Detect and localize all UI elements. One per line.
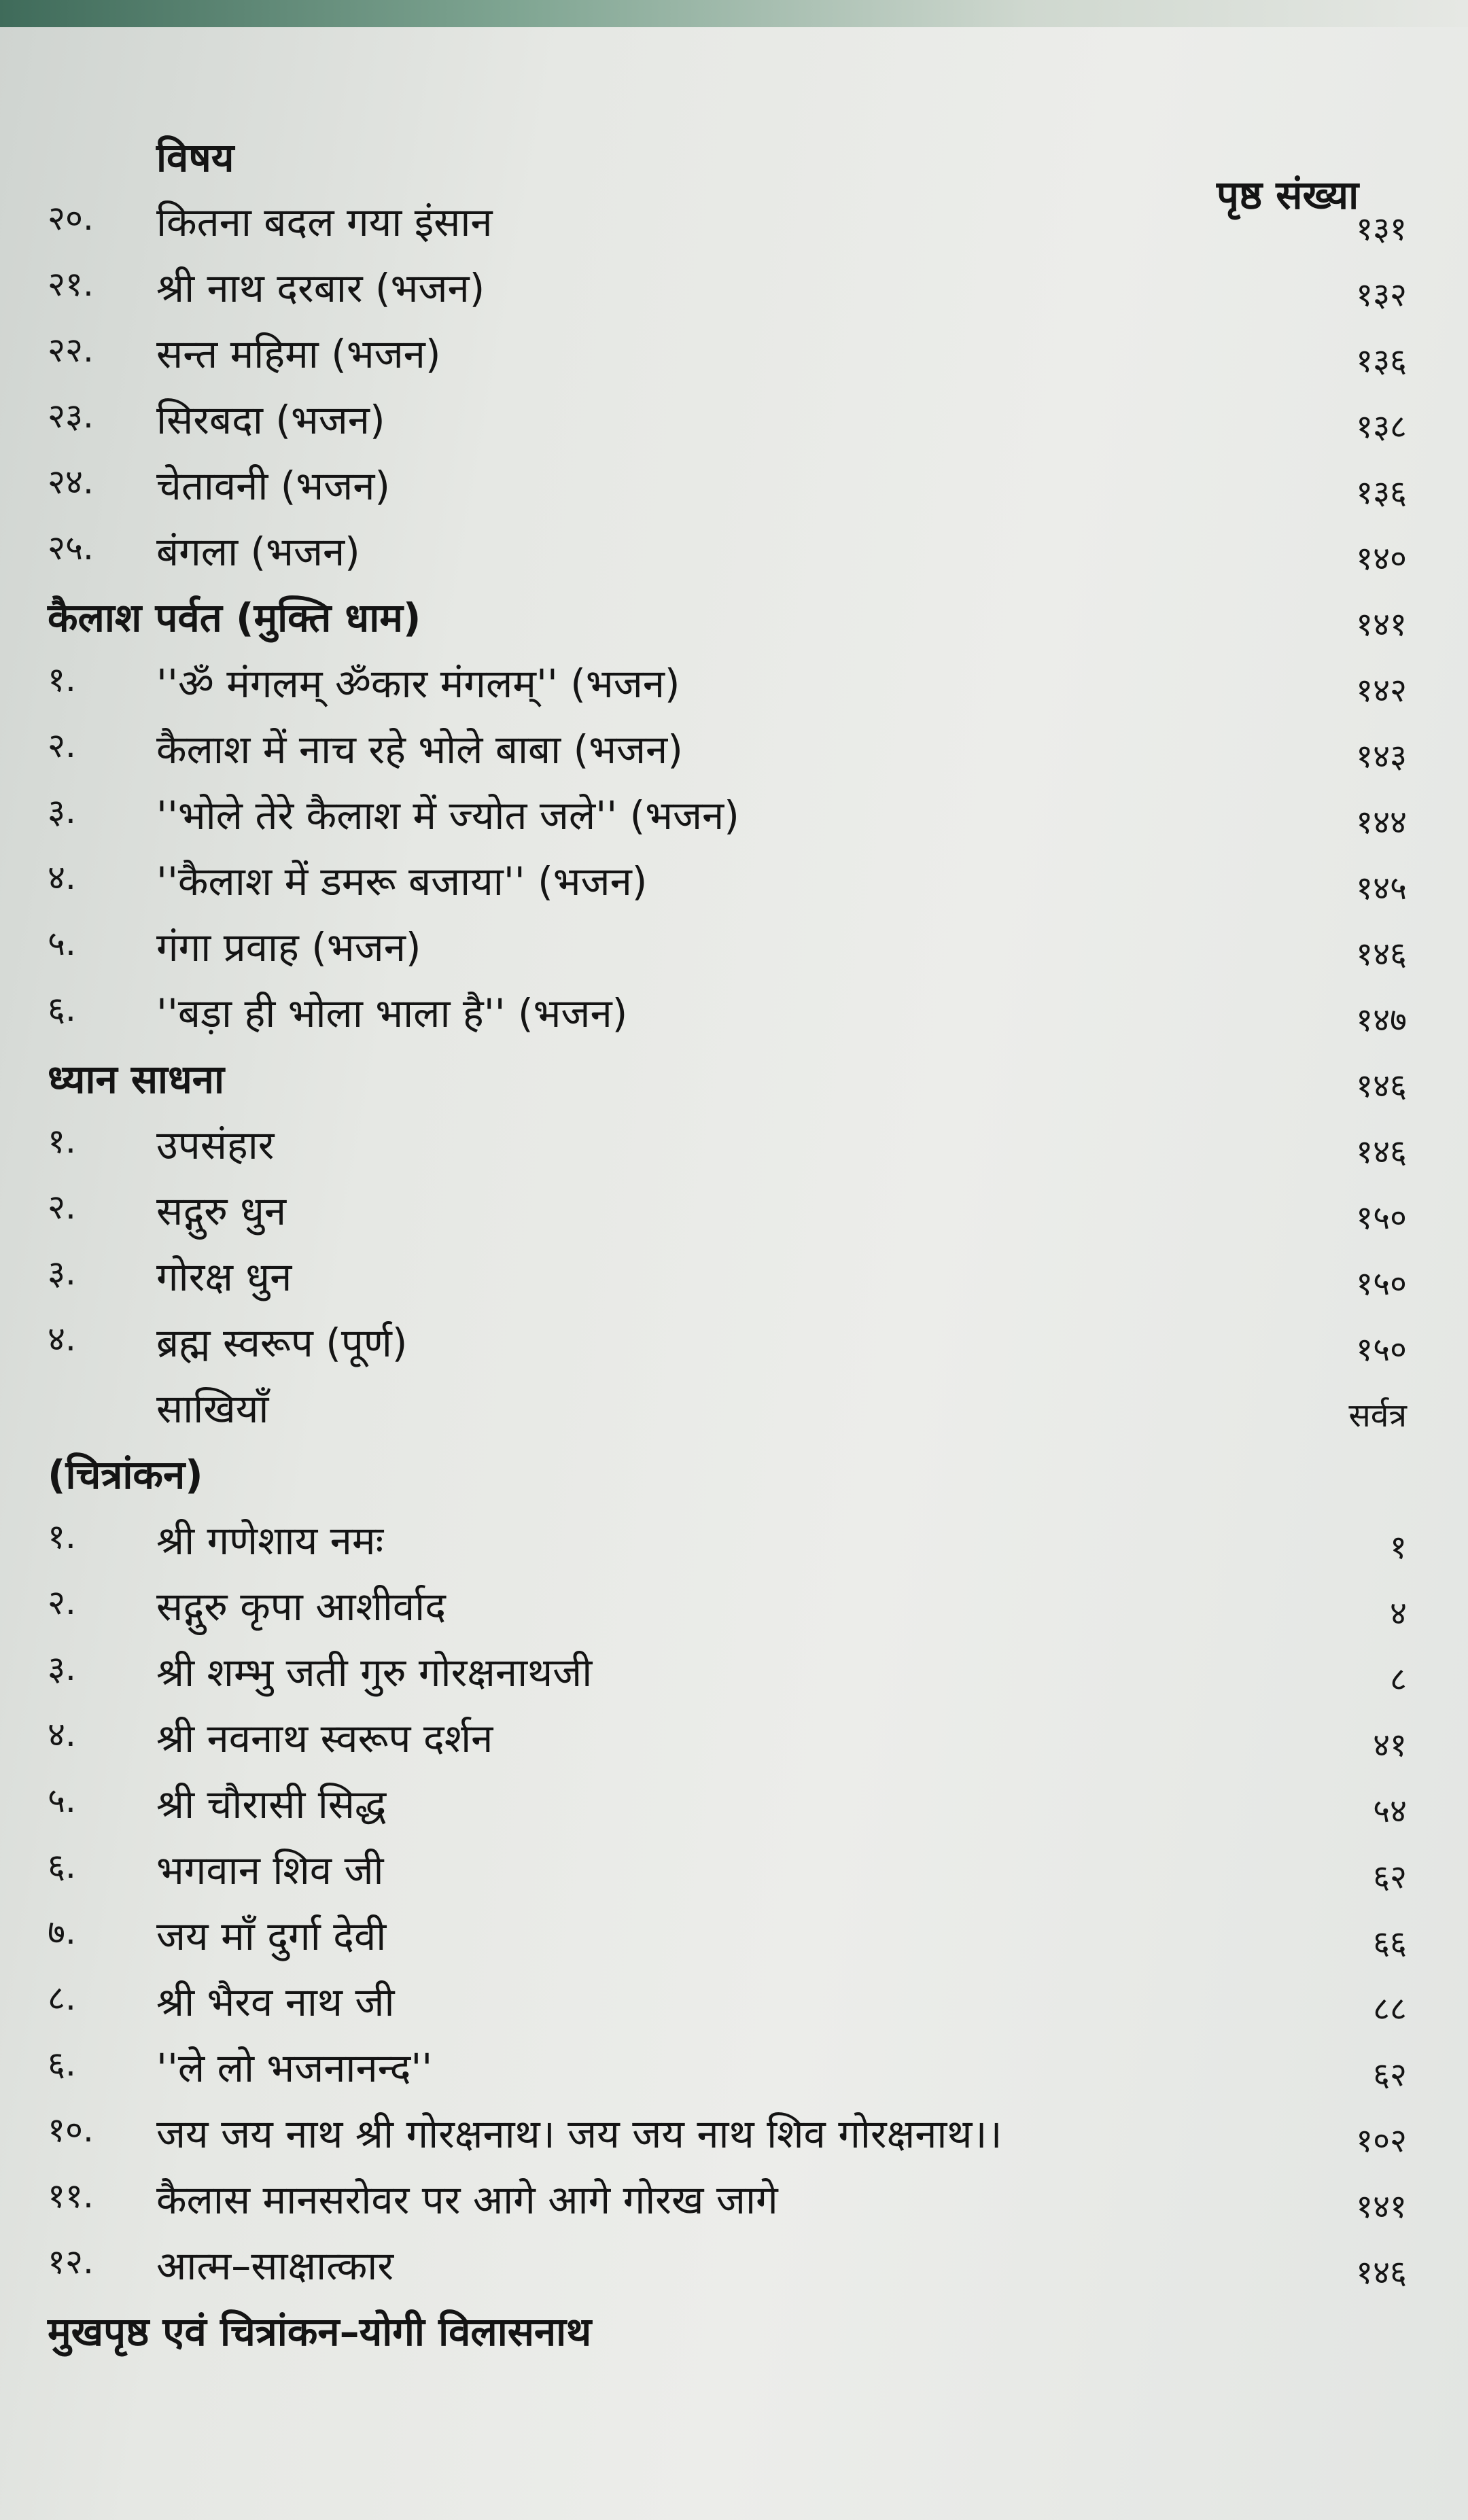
toc-number: १.	[48, 660, 76, 699]
toc-number: ४.	[48, 1319, 76, 1359]
toc-row	[48, 1380, 1407, 1441]
toc-page-number: ४	[1390, 1594, 1407, 1632]
toc-row	[48, 2171, 1407, 2233]
toc-title: (चित्रांकन)	[48, 1452, 203, 1498]
toc-row	[48, 919, 1407, 980]
toc-row	[48, 260, 1407, 321]
toc-row	[48, 1314, 1407, 1376]
toc-number: १२.	[48, 2242, 94, 2281]
toc-title: सिरबदा (भजन)	[156, 397, 385, 443]
toc-title: ''कैलाश में डमरू बजाया'' (भजन)	[156, 858, 648, 905]
toc-number: २.	[48, 1583, 76, 1622]
toc-page-number: १४२	[1356, 671, 1407, 710]
toc-row	[48, 655, 1407, 716]
toc-title: ''ॐ मंगलम् ॐकार मंगलम्'' (भजन)	[156, 661, 680, 707]
toc-page-number: १३८	[1356, 408, 1407, 446]
toc-title: श्री गणेशाय नमः	[156, 1518, 384, 1564]
toc-number: २५.	[48, 528, 94, 567]
toc-page-number: ४१	[1373, 1726, 1407, 1764]
toc-title: जय माँ दुर्गा देवी	[156, 1913, 387, 1959]
subject-heading: विषय	[156, 135, 234, 181]
toc-number: ३.	[48, 792, 76, 831]
toc-title: श्री चौरासी सिद्ध	[156, 1781, 387, 1827]
toc-page-number: १४०	[1356, 540, 1407, 578]
toc-page-number: सर्वत्र	[1348, 1397, 1407, 1435]
toc-number: ७.	[48, 1912, 76, 1952]
toc-row	[48, 1183, 1407, 1244]
toc-title: ''बड़ा ही भोला भाला है'' (भजन)	[156, 990, 628, 1036]
toc-page-number: १४४	[1356, 803, 1407, 841]
toc-title: बंगला (भजन)	[156, 529, 360, 575]
toc-number: ६.	[48, 1847, 76, 1886]
toc-number: ३.	[48, 1253, 76, 1293]
toc-row	[48, 985, 1407, 1046]
toc-row	[48, 1842, 1407, 1903]
toc-number: ११.	[48, 2176, 94, 2216]
toc-title: ''भोले तेरे कैलाश में ज्योत जले'' (भजन)	[156, 792, 739, 839]
toc-row	[48, 194, 1407, 255]
toc-number: १.	[48, 1121, 76, 1161]
toc-row	[48, 721, 1407, 782]
toc-number: १०.	[48, 2110, 94, 2150]
toc-number: २०.	[48, 198, 94, 238]
toc-row	[48, 2040, 1407, 2101]
toc-row	[48, 2105, 1407, 2167]
toc-page-number: १०२	[1356, 2122, 1407, 2160]
toc-title: सद्गुरु धुन	[156, 1188, 287, 1234]
toc-row	[48, 1578, 1407, 1639]
toc-row	[48, 1776, 1407, 1837]
toc-title: साखियाँ	[156, 1386, 269, 1432]
toc-page-number: १३२	[1356, 276, 1407, 314]
toc-number: २२.	[48, 330, 94, 370]
toc-page-number: १४१	[1356, 606, 1407, 644]
toc-page-number: १४६	[1356, 1133, 1407, 1171]
toc-row	[48, 853, 1407, 914]
toc-number: ५.	[48, 924, 76, 963]
toc-row	[48, 523, 1407, 584]
toc-page-number: १३६	[1356, 474, 1407, 512]
toc-section-heading	[48, 1446, 1407, 1507]
toc-page-number: ८८	[1373, 1990, 1407, 2028]
toc-page-number: १५०	[1356, 1199, 1407, 1237]
credit-line	[48, 2303, 1407, 2364]
toc-title: सद्गुरु कृपा आशीर्वाद	[156, 1583, 446, 1630]
toc-title: कैलाश पर्वत (मुक्ति धाम)	[48, 595, 421, 641]
toc-page-number: १४३	[1356, 737, 1407, 775]
toc-page-number: १४६	[1356, 1067, 1407, 1105]
toc-number: ५.	[48, 1781, 76, 1820]
toc-page-number: १५०	[1356, 1331, 1407, 1369]
toc-number: ६.	[48, 990, 76, 1029]
toc-number: १.	[48, 1517, 76, 1556]
toc-row	[48, 1644, 1407, 1705]
toc-title: ''ले लो भजनानन्द''	[156, 2045, 433, 2091]
toc-page-number: १४६	[1356, 935, 1407, 973]
toc-title: गोरक्ष धुन	[156, 1254, 292, 1300]
toc-number: २.	[48, 726, 76, 765]
toc-number: २३.	[48, 396, 94, 436]
toc-title: मुखपृष्ठ एवं चित्रांकन–योगी विलासनाथ	[48, 2309, 592, 2355]
toc-row	[48, 457, 1407, 519]
toc-row	[48, 2237, 1407, 2298]
toc-title: श्री शम्भु जती गुरु गोरक्षनाथजी	[156, 1649, 593, 1696]
toc-title: कैलास मानसरोवर पर आगे आगे गोरख जागे	[156, 2177, 778, 2223]
toc-number: २.	[48, 1187, 76, 1227]
toc-number: ४.	[48, 858, 76, 897]
toc-title: उपसंहार	[156, 1122, 275, 1168]
toc-row	[48, 1908, 1407, 1969]
toc-page-number: ६६	[1373, 1924, 1407, 1962]
toc-section-heading	[48, 589, 1407, 650]
toc-number: ३.	[48, 1649, 76, 1688]
page-edge	[0, 0, 1468, 27]
toc-page-number: १५०	[1356, 1265, 1407, 1303]
toc-page-number: ५४	[1373, 1792, 1407, 1830]
toc-row	[48, 391, 1407, 453]
toc-row	[48, 1710, 1407, 1771]
toc-title: आत्म–साक्षात्कार	[156, 2243, 394, 2289]
toc-number: ८.	[48, 1978, 76, 2018]
toc-page-number: १४५	[1356, 869, 1407, 907]
toc-page-number: १	[1390, 1528, 1407, 1567]
toc-row	[48, 326, 1407, 387]
toc-number: २१.	[48, 264, 94, 304]
toc-title: भगवान शिव जी	[156, 1847, 384, 1893]
toc-section-heading	[48, 1051, 1407, 1112]
toc-title: ध्यान साधना	[48, 1056, 224, 1102]
toc-page-number: १४७	[1356, 1001, 1407, 1039]
toc-title: श्री नाथ दरबार (भजन)	[156, 265, 485, 311]
toc-title: श्री नवनाथ स्वरूप दर्शन	[156, 1715, 493, 1762]
toc-page-number: ६२	[1373, 1858, 1407, 1896]
toc-title: जय जय नाथ श्री गोरक्षनाथ। जय जय नाथ शिव गोरक्षनाथ।।	[156, 2111, 1002, 2157]
toc-number: ४.	[48, 1715, 76, 1754]
toc-row	[48, 1974, 1407, 2035]
toc-title: ब्रह्म स्वरूप (पूर्ण)	[156, 1320, 408, 1366]
toc-number: २४.	[48, 462, 94, 502]
toc-row	[48, 1117, 1407, 1178]
toc-page-number: १४१	[1356, 2188, 1407, 2226]
toc-title: चेतावनी (भजन)	[156, 463, 391, 509]
toc-page-number: १४६	[1356, 2254, 1407, 2292]
toc-title: गंगा प्रवाह (भजन)	[156, 924, 421, 970]
toc-page-number: ८	[1390, 1660, 1407, 1698]
toc-page-number: ६२	[1373, 2056, 1407, 2094]
toc-number: ६.	[48, 2044, 76, 2084]
toc-title: श्री भैरव नाथ जी	[156, 1979, 395, 2025]
toc-page-number: १३६	[1356, 342, 1407, 380]
toc-row	[48, 1248, 1407, 1310]
toc-title: कितना बदल गया इंसान	[156, 199, 493, 245]
toc-title: सन्त महिमा (भजन)	[156, 331, 441, 377]
toc-row	[48, 1512, 1407, 1573]
toc-page-number: १३१	[1356, 210, 1407, 248]
toc-title: कैलाश में नाच रहे भोले बाबा (भजन)	[156, 727, 683, 773]
page-number-heading: पृष्ठ संख्या	[1217, 172, 1359, 218]
toc-row	[48, 787, 1407, 848]
